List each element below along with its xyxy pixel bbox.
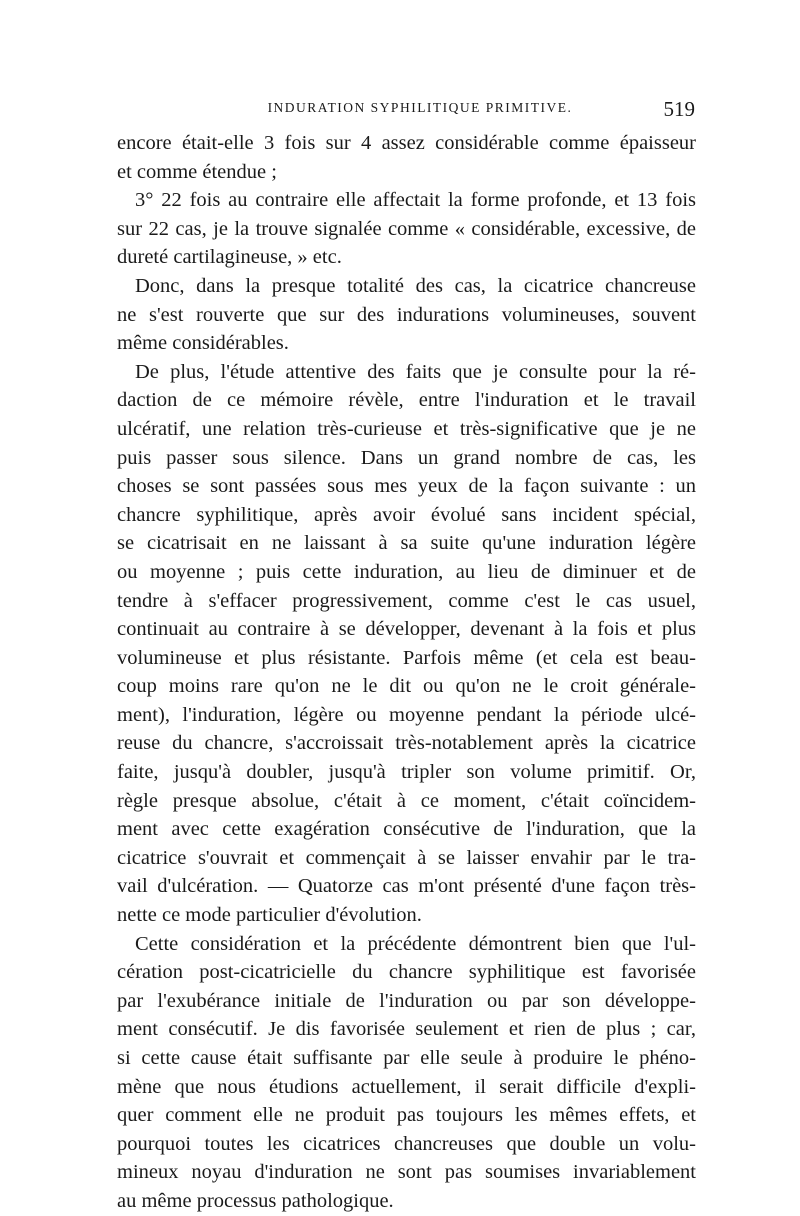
text-line: ne s'est rouverte que sur des indurations volumineuses, souvent [117,303,696,326]
text-line: ment consécutif. Je dis favorisée seulement et rien de plus ; car, [117,1018,696,1041]
text-line: et comme étendue ; [117,160,277,183]
text-line: au même processus pathologique. [117,1189,394,1212]
text-line: puis passer sous silence. Dans un grand nombre de cas, les [117,446,696,469]
text-line: règle presque absolue, c'était à ce moment, c'était coïncidem- [117,789,696,812]
text-line: chancre syphilitique, après avoir évolué sans incident spécial, [117,503,696,526]
text-line: si cette cause était suffisante par elle seule à produire le phéno- [117,1047,696,1069]
page-number: 519 [663,97,695,121]
body-text [117,129,696,1216]
text-line: sur 22 cas, je la trouve signalée comme « considérable, excessive, de [117,217,696,240]
text-line: ment avec cette exagération consécutive de l'induration, que la [117,818,696,841]
text-line: mineux noyau d'induration ne sont pas soumises invariablement [117,1161,696,1184]
text-line: choses se sont passées sous mes yeux de la façon suivante : un [117,475,696,498]
text-line: ment), l'induration, légère ou moyenne pendant la période ulcé- [117,703,696,726]
text-line: pourquoi toutes les cicatrices chancreuses que double un volu- [117,1132,696,1155]
text-line: reuse du chancre, s'accroissait très-notablement après la cicatrice [117,732,696,755]
text-line: mène que nous étudions actuellement, il serait difficile d'expli- [117,1075,696,1098]
page-header [115,97,695,121]
text-line: ou moyenne ; puis cette induration, au lieu de diminuer et de [117,560,696,583]
text-line: dureté cartilagineuse, » etc. [117,246,342,269]
text-line: quer comment elle ne produit pas toujours les mêmes effets, et [117,1104,696,1127]
text-line: cération post-cicatricielle du chancre syphilitique est favorisée [117,961,696,984]
text-line: daction de ce mémoire révèle, entre l'induration et le travail [117,389,696,412]
text-line: ulcératif, une relation très-curieuse et très-significative que je ne [117,417,696,440]
running-head: INDURATION SYPHILITIQUE PRIMITIVE. [267,100,573,115]
text-line: vail d'ulcération. — Quatorze cas m'ont présenté d'une façon très- [117,875,696,898]
text-line: tendre à s'effacer progressivement, comme c'est le cas usuel, [117,589,696,612]
text-line: 3° 22 fois au contraire elle affectait la forme profonde, et 13 fois [135,189,696,212]
text-line: Cette considération et la précédente démontrent bien que l'ul- [135,932,696,955]
text-line: même considérables. [117,332,289,355]
text-line: se cicatrisait en ne laissant à sa suite qu'une induration légère [117,532,696,555]
text-line: De plus, l'étude attentive des faits que je consulte pour la ré- [135,360,696,383]
text-line: encore était-elle 3 fois sur 4 assez considérable comme épaisseur [117,132,696,154]
text-line: Donc, dans la presque totalité des cas, la cicatrice chancreuse [135,274,696,297]
text-line: volumineuse et plus résistante. Parfois même (et cela est beau- [117,646,696,669]
text-line: continuait au contraire à se développer, devenant à la fois et plus [117,618,696,641]
text-line: coup moins rare qu'on ne le dit ou qu'on ne le croit générale- [117,675,696,698]
text-line: par l'exubérance initiale de l'induration ou par son développe- [117,989,696,1012]
text-line: nette ce mode particulier d'évolution. [117,904,422,927]
text-line: faite, jusqu'à doubler, jusqu'à tripler son volume primitif. Or, [117,761,696,784]
text-line: cicatrice s'ouvrait et commençait à se laisser envahir par le tra- [117,846,696,869]
